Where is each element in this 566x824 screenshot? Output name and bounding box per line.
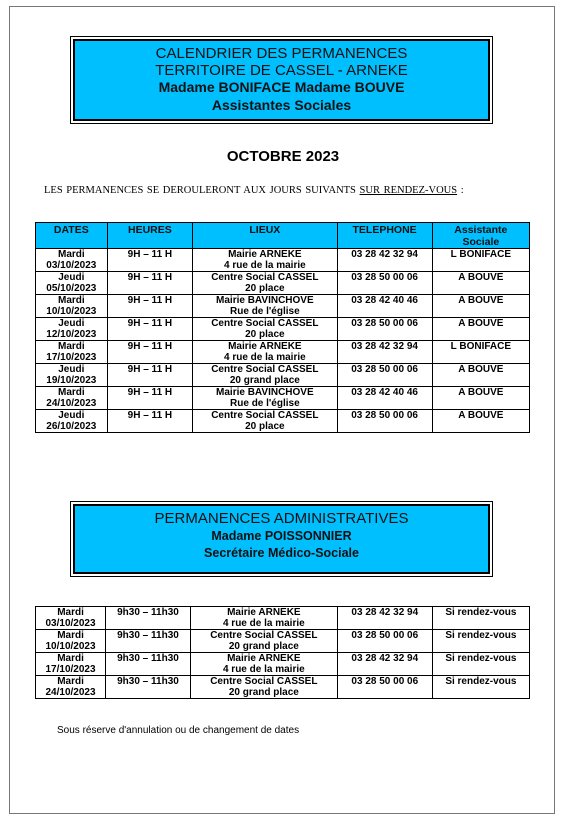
place-cell-text: Rue de l'église	[230, 306, 300, 317]
place-cell	[193, 295, 337, 318]
date-cell-text: Mardi	[57, 387, 85, 398]
table-row	[36, 607, 530, 630]
date-cell	[36, 676, 106, 699]
phone-cell-text: 03 28 42 40 46	[351, 295, 418, 306]
date-cell-text: Mardi	[57, 249, 85, 260]
phone-cell-text: 03 28 50 00 06	[351, 676, 419, 687]
place-cell	[190, 653, 337, 676]
place-cell-text: 20 place	[245, 283, 285, 294]
place-cell	[193, 364, 337, 387]
header-dates: DATES	[36, 223, 108, 249]
date-cell	[36, 272, 108, 295]
date-cell	[36, 387, 108, 410]
hours-cell-text: 9h30 – 11h30	[117, 630, 179, 641]
date-cell-text: 24/10/2023	[45, 687, 96, 698]
table-row	[36, 653, 530, 676]
title-line-2: TERRITOIRE DE CASSEL - ARNEKE	[155, 62, 408, 79]
date-cell-text: Mardi	[57, 607, 84, 618]
hours-cell	[107, 249, 193, 272]
place-cell-text: Mairie ARNEKE	[227, 653, 301, 664]
place-cell-text: 20 grand place	[229, 375, 300, 386]
date-cell-text: 26/10/2023	[46, 421, 97, 432]
hours-cell-text: 9H – 11 H	[127, 341, 173, 352]
place-cell-text: Centre Social CASSEL	[211, 318, 319, 329]
note-cell-text: Si rendez-vous	[445, 630, 517, 641]
phone-cell	[337, 653, 432, 676]
date-cell-text: 12/10/2023	[46, 329, 97, 340]
phone-cell-text: 03 28 42 32 94	[351, 653, 419, 664]
note-cell	[432, 653, 529, 676]
intro-paragraph	[44, 184, 524, 198]
date-cell	[36, 410, 108, 433]
table-row	[36, 410, 530, 433]
hours-cell	[106, 607, 191, 630]
place-cell-text: Mairie ARNEKE	[227, 607, 301, 618]
phone-cell	[337, 410, 432, 433]
phone-cell-text: 03 28 42 40 46	[351, 387, 418, 398]
date-cell	[36, 341, 108, 364]
assistant-cell	[432, 364, 529, 387]
header-hours: HEURES	[107, 223, 193, 249]
phone-cell	[337, 249, 432, 272]
hours-cell-text: 9H – 11 H	[127, 364, 173, 375]
date-cell	[36, 607, 106, 630]
hours-cell-text: 9H – 11 H	[127, 249, 173, 260]
phone-cell	[337, 607, 432, 630]
phone-cell-text: 03 28 50 00 06	[351, 272, 418, 283]
hours-cell-text: 9H – 11 H	[127, 318, 173, 329]
table-row	[36, 630, 530, 653]
hours-cell-text: 9H – 11 H	[127, 295, 173, 306]
date-cell-text: Mardi	[57, 653, 84, 664]
assistant-cell-text: L BONIFACE	[450, 341, 512, 352]
place-cell	[193, 249, 337, 272]
intro-suffix: :	[457, 185, 464, 196]
hours-cell	[107, 341, 193, 364]
hours-cell	[107, 318, 193, 341]
date-cell-text: Jeudi	[58, 318, 85, 329]
place-cell-text: Mairie ARNEKE	[228, 249, 302, 260]
document-page	[9, 6, 555, 814]
table-row	[36, 387, 530, 410]
hours-cell	[106, 630, 191, 653]
assistant-cell-text: A BOUVE	[458, 364, 504, 375]
place-cell-text: 20 place	[245, 421, 285, 432]
hours-cell	[106, 653, 191, 676]
title-line-4: Assistantes Sociales	[211, 97, 352, 113]
place-cell-text: 4 rue de la mairie	[223, 352, 306, 363]
assistant-cell-text: A BOUVE	[458, 387, 504, 398]
title-box	[73, 39, 490, 121]
assistant-cell	[432, 410, 529, 433]
table-row	[36, 676, 530, 699]
phone-cell-text: 03 28 50 00 06	[351, 630, 419, 641]
place-cell-text: Mairie ARNEKE	[228, 341, 302, 352]
assistant-cell-text: A BOUVE	[458, 410, 504, 421]
note-cell	[432, 676, 529, 699]
footnote: Sous réserve d'annulation ou de changement de dates	[57, 725, 300, 736]
place-cell	[190, 607, 337, 630]
place-cell-text: 4 rue de la mairie	[222, 664, 305, 675]
hours-cell	[106, 676, 191, 699]
place-cell	[190, 630, 337, 653]
phone-cell	[337, 364, 432, 387]
phone-cell	[337, 272, 432, 295]
place-cell-text: Mairie BAVINCHOVE	[216, 387, 314, 398]
admin-title-line-1: PERMANENCES ADMINISTRATIVES	[154, 510, 409, 527]
date-cell-text: 19/10/2023	[46, 375, 97, 386]
date-cell-text: Mardi	[57, 295, 85, 306]
date-cell-text: Jeudi	[58, 272, 85, 283]
place-cell	[193, 387, 337, 410]
title-line-1: CALENDRIER DES PERMANENCES	[155, 45, 408, 62]
hours-cell	[107, 410, 193, 433]
note-cell-text: Si rendez-vous	[445, 676, 517, 687]
phone-cell-text: 03 28 50 00 06	[351, 364, 418, 375]
hours-cell-text: 9h30 – 11h30	[117, 607, 179, 618]
date-cell	[36, 295, 108, 318]
assistant-cell-text: A BOUVE	[458, 295, 504, 306]
assistant-cell	[432, 318, 529, 341]
place-cell-text: 20 grand place	[228, 641, 299, 652]
assistant-cell-text: A BOUVE	[458, 272, 504, 283]
place-cell-text: Centre Social CASSEL	[211, 364, 319, 375]
hours-cell-text: 9h30 – 11h30	[117, 653, 179, 664]
place-cell-text: 20 place	[245, 329, 285, 340]
phone-cell	[337, 318, 432, 341]
table-row	[36, 249, 530, 272]
date-cell	[36, 318, 108, 341]
admin-title-line-2: Madame POISSONNIER	[211, 529, 352, 543]
phone-cell-text: 03 28 42 32 94	[351, 249, 418, 260]
date-cell-text: 17/10/2023	[45, 664, 96, 675]
hours-cell-text: 9H – 11 H	[127, 410, 173, 421]
assistant-cell	[432, 387, 529, 410]
hours-cell-text: 9H – 11 H	[127, 272, 173, 283]
date-cell	[36, 653, 106, 676]
hours-cell	[107, 387, 193, 410]
header-places: LIEUX	[193, 223, 337, 249]
hours-cell	[107, 364, 193, 387]
date-cell-text: 17/10/2023	[46, 352, 97, 363]
phone-cell	[337, 387, 432, 410]
place-cell	[190, 676, 337, 699]
header-phone: TELEPHONE	[337, 223, 432, 249]
date-cell-text: Jeudi	[58, 410, 85, 421]
note-cell	[432, 630, 529, 653]
date-cell-text: Mardi	[57, 630, 84, 641]
note-cell	[432, 607, 529, 630]
assistant-cell	[432, 341, 529, 364]
date-cell-text: 03/10/2023	[45, 618, 96, 629]
intro-underlined: SUR RENDEZ-VOUS	[359, 185, 458, 196]
place-cell-text: Centre Social CASSEL	[211, 410, 319, 421]
date-cell	[36, 630, 106, 653]
date-cell	[36, 249, 108, 272]
assistant-cell-text: L BONIFACE	[450, 249, 512, 260]
place-cell-text: Centre Social CASSEL	[211, 272, 319, 283]
date-cell-text: 03/10/2023	[46, 260, 97, 271]
title-line-3: Madame BONIFACE Madame BOUVE	[158, 79, 405, 95]
phone-cell-text: 03 28 50 00 06	[351, 318, 418, 329]
admin-schedule-table	[35, 606, 530, 699]
admin-title-box	[73, 504, 490, 574]
place-cell-text: 20 grand place	[228, 687, 299, 698]
place-cell	[193, 410, 337, 433]
phone-cell	[337, 676, 432, 699]
place-cell-text: Mairie BAVINCHOVE	[216, 295, 314, 306]
assistant-cell	[432, 295, 529, 318]
place-cell	[193, 272, 337, 295]
date-cell-text: Jeudi	[58, 364, 85, 375]
admin-title-line-3: Secrétaire Médico-Sociale	[204, 546, 359, 560]
place-cell-text: Centre Social CASSEL	[210, 676, 318, 687]
hours-cell-text: 9H – 11 H	[127, 387, 173, 398]
schedule-header-row	[36, 223, 530, 249]
phone-cell-text: 03 28 42 32 94	[351, 607, 419, 618]
phone-cell-text: 03 28 50 00 06	[351, 410, 418, 421]
date-cell-text: 10/10/2023	[45, 641, 96, 652]
schedule-table	[35, 222, 530, 433]
header-assistant: Assistante Sociale	[432, 223, 529, 249]
table-row	[36, 295, 530, 318]
phone-cell-text: 03 28 42 32 94	[351, 341, 418, 352]
date-cell-text: Mardi	[57, 676, 84, 687]
place-cell-text: 4 rue de la mairie	[223, 260, 306, 271]
hours-cell-text: 9h30 – 11h30	[117, 676, 179, 687]
place-cell	[193, 341, 337, 364]
date-cell-text: 24/10/2023	[46, 398, 97, 409]
intro-text: LES PERMANENCES SE DEROULERONT AUX JOURS SUIVANTS	[44, 185, 360, 196]
assistant-cell-text: A BOUVE	[458, 318, 504, 329]
month-heading: OCTOBRE 2023	[226, 148, 340, 165]
table-row	[36, 272, 530, 295]
table-row	[36, 364, 530, 387]
assistant-cell	[432, 249, 529, 272]
date-cell-text: Mardi	[57, 341, 85, 352]
table-row	[36, 318, 530, 341]
note-cell-text: Si rendez-vous	[445, 607, 517, 618]
table-row	[36, 341, 530, 364]
place-cell	[193, 318, 337, 341]
place-cell-text: Rue de l'église	[230, 398, 300, 409]
place-cell-text: Centre Social CASSEL	[210, 630, 318, 641]
hours-cell	[107, 295, 193, 318]
date-cell-text: 05/10/2023	[46, 283, 97, 294]
place-cell-text: 4 rue de la mairie	[222, 618, 305, 629]
hours-cell	[107, 272, 193, 295]
date-cell-text: 10/10/2023	[46, 306, 97, 317]
phone-cell	[337, 295, 432, 318]
date-cell	[36, 364, 108, 387]
note-cell-text: Si rendez-vous	[445, 653, 517, 664]
assistant-cell	[432, 272, 529, 295]
phone-cell	[337, 341, 432, 364]
phone-cell	[337, 630, 432, 653]
